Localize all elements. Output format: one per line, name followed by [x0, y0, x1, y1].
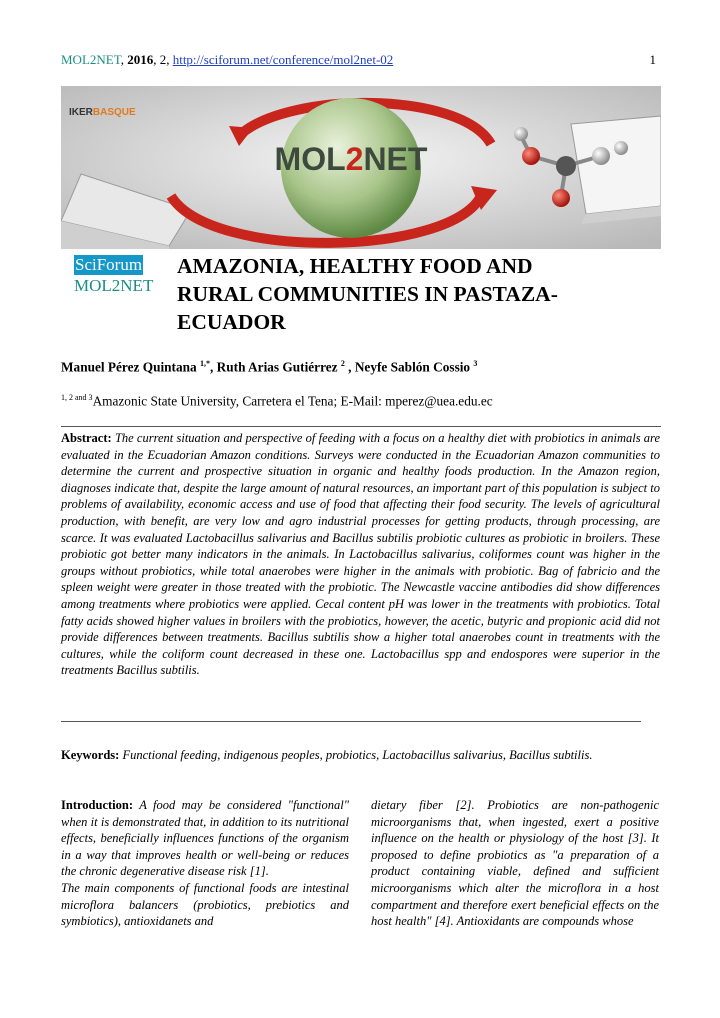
keywords: [61, 747, 660, 764]
intro-right-column: [371, 797, 659, 930]
intro-right-text: dietary fiber [2]. Probiotics are non-pathogenic microorganisms that, when ingested, exert a positive influence on the health or physiology of the host [3]. It proposed to define probiotics as "a preparation of a product containing viable, defined and sufficient microorganisms which alter the microflora in a host compartment and therefore exert beneficial effects on the host health" [4]. Antioxidants are compounds whose: [371, 798, 659, 929]
affiliation: [61, 393, 493, 409]
intro-left-column: [61, 797, 349, 930]
author-1: Manuel Pérez Quintana: [61, 359, 200, 375]
intro-p1-text: A food may be considered "functional" when it is demonstrated that, in addition to its nutritional effects, beneficially influences functions of the organism in a way that improves health or well-being or reduces the chronic degenerative disease risk [1].: [61, 798, 349, 879]
title-line-3: ECUADOR: [177, 310, 286, 334]
affiliation-text: Amazonic State University, Carretera el Tena; E-Mail: mperez@uea.edu.ec: [92, 393, 493, 409]
mol2net-label: MOL2NET: [74, 276, 154, 295]
abstract: [61, 430, 660, 679]
journal-volume: , 2,: [153, 52, 173, 67]
author-2-sup: 2: [340, 359, 345, 368]
conference-link[interactable]: http://sciforum.net/conference/mol2net-02: [172, 52, 394, 67]
conference-banner: [61, 86, 661, 249]
divider-bottom: [61, 721, 641, 722]
title-line-1: AMAZONIA, HEALTHY FOOD AND: [177, 254, 533, 278]
page-number: 1: [649, 52, 656, 67]
abstract-label: Abstract:: [61, 431, 112, 445]
laptop-right-icon: [571, 116, 661, 224]
author-1-sup: 1,*: [200, 359, 210, 368]
author-3-sup: 3: [473, 359, 478, 368]
author-list: [61, 359, 477, 375]
sciforum-label: SciForum: [75, 255, 143, 274]
intro-label: Introduction:: [61, 798, 134, 812]
paper-title: [177, 252, 617, 336]
mol2net-logo: MOL2NET: [274, 141, 428, 177]
journal-sep: ,: [120, 52, 128, 67]
keywords-text: Functional feeding, indigenous peoples, probiotics, Lactobacillus salivarius, Bacillus subtilis.: [122, 748, 593, 762]
author-3: , Neyfe Sablón Cossio: [344, 359, 474, 375]
sponsor-logo-ikerbasque: IKERBASQUE: [69, 107, 136, 118]
abstract-text: The current situation and perspective of feeding with a focus on a healthy diet with probiotics in animals are evaluated in the Ecuadorian Amazon conditions. Surveys were conducted in the Ecuadorian Amazon communities to determine the current and prospective situation in organic and healthy foods production. In the Amazon region, diagnoses indicate that, despite the large amount of natural resources, an important part of this population is subject to problems of availability, economic access and use of food that affecting their food security. The levels of agricultural production, with benefit, are very low and agro industrial processes for getting products, through processing, are scarce. It was evaluated Lactobacillus salivarius and Bacillus subtilis probiotic cultures as probiotic in broilers. These probiotic got better many indicators in the animals. In Lactobacillus salivarius, coliformes count was higher in the groups without probiotics, while total anaerobes were higher in the animals with probiotic. Bag of fabricio and the spleen weight were greater in those treated with the probiotic. The Newcastle vaccine antibodies did show differences among treatments where probiotics were applied. Cecal content pH was lower in the treatments with probiotics. Total fatty acids showed higher values in broilers with the probiotics, however, the acetic, butyric and propionic acid did not provide differences between treatments. Bacillus subtilis show a higher total anaerobes count in treatments with the cultures, while the coliform count decreased in these one. Lactobacillus spp and endospores were superior in the treatments Bacillus subtilis.: [61, 431, 661, 678]
title-line-2: RURAL COMMUNITIES IN PASTAZA-: [177, 282, 558, 306]
author-2: , Ruth Arias Gutiérrez: [210, 359, 341, 375]
journal-year: 2016: [127, 52, 154, 67]
intro-paragraph-2: The main components of functional foods are intestinal microflora balancers (probiotics, prebiotics and symbiotics), antioxidanets and: [61, 880, 349, 929]
keywords-label: Keywords:: [61, 748, 120, 762]
intro-paragraph-1: [61, 797, 349, 880]
running-header: [61, 52, 656, 68]
sciforum-brand: [74, 255, 160, 297]
banner-image: [61, 86, 661, 249]
affiliation-sup: 1, 2 and 3: [61, 393, 93, 402]
journal-name: MOL2NET: [61, 52, 121, 67]
divider-top: [61, 426, 661, 427]
